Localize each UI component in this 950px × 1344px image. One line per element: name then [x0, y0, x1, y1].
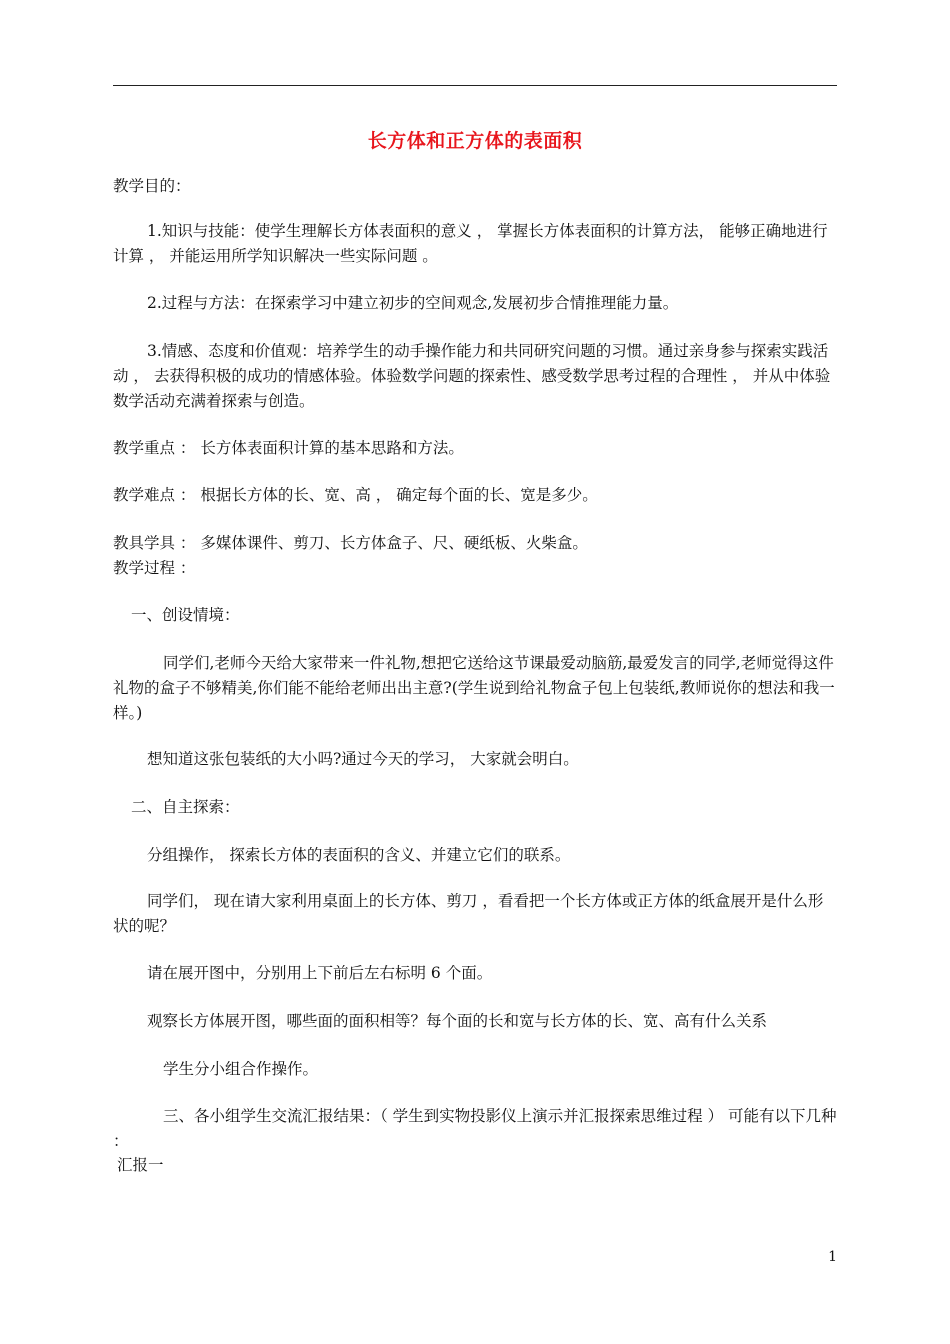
objective-3: 3.情感、态度和价值观：培养学生的动手操作能力和共同研究问题的习惯。通过亲身参与探索实践活动 ， 去获得积极的成功的情感体验。体验数学问题的探索性、感受数学思考过程的合理性 ， 并从中体验数学活动充满着探索与创造。 [113, 342, 831, 410]
section-1-heading: 一、创设情境： [131, 606, 240, 624]
section-2-paragraph-4: 观察长方体展开图，哪些面的面积相等？每个面的长和宽与长方体的长、宽、高有什么关系 [147, 1012, 768, 1030]
difficulty: 教学难点 ： 根据长方体的长、宽、高 ， 确定每个面的长、宽是多少。 [113, 486, 598, 504]
section-2-paragraph-5: 学生分小组合作操作。 [163, 1060, 319, 1078]
section-1-paragraph-1: 同学们,老师今天给大家带来一件礼物,想把它送给这节课最爱动脑筋,最爱发言的同学,老师觉得这件礼物的盒子不够精美,你们能不能给老师出出主意?(学生说到给礼物盒子包上包装纸,教师说你的想法和我一样。) [113, 654, 835, 722]
objective-1: 1.知识与技能：使学生理解长方体表面积的意义 ， 掌握长方体表面积的计算方法， 能够正确地进行计算 ， 并能运用所学知识解决一些实际问题 。 [113, 222, 828, 265]
report-1-label: 汇报一 [117, 1156, 164, 1174]
section-2-paragraph-1: 分组操作， 探索长方体的表面积的含义、并建立它们的联系。 [147, 846, 571, 864]
tools: 教具学具 ： 多媒体课件、剪刀、长方体盒子、尺、硬纸板、火柴盒。 [113, 534, 588, 552]
section-2-heading: 二、自主探索： [131, 798, 240, 816]
header-rule [113, 85, 837, 86]
page-number: 1 [828, 1249, 837, 1265]
objective-2: 2.过程与方法：在探索学习中建立初步的空间观念,发展初步合情推理能力量。 [147, 294, 679, 312]
section-2-paragraph-3: 请在展开图中，分别用上下前后左右标明 6 个面。 [147, 964, 493, 982]
objectives-heading: 教学目的： [113, 177, 191, 195]
section-2-paragraph-2: 同学们， 现在请大家利用桌面上的长方体、剪刀 ，看看把一个长方体或正方体的纸盒展开是什么形状的呢？ [113, 892, 824, 935]
document-title: 长方体和正方体的表面积 [367, 130, 583, 152]
section-1-paragraph-2: 想知道这张包装纸的大小吗?通过今天的学习， 大家就会明白。 [147, 750, 579, 768]
process-heading: 教学过程 ： [113, 559, 196, 577]
section-3-heading: 三、各小组学生交流汇报结果：（ 学生到实物投影仪上演示并汇报探索思维过程 ） 可能有以下几种 ： [113, 1107, 837, 1150]
key-point: 教学重点 ： 长方体表面积计算的基本思路和方法。 [113, 439, 464, 457]
